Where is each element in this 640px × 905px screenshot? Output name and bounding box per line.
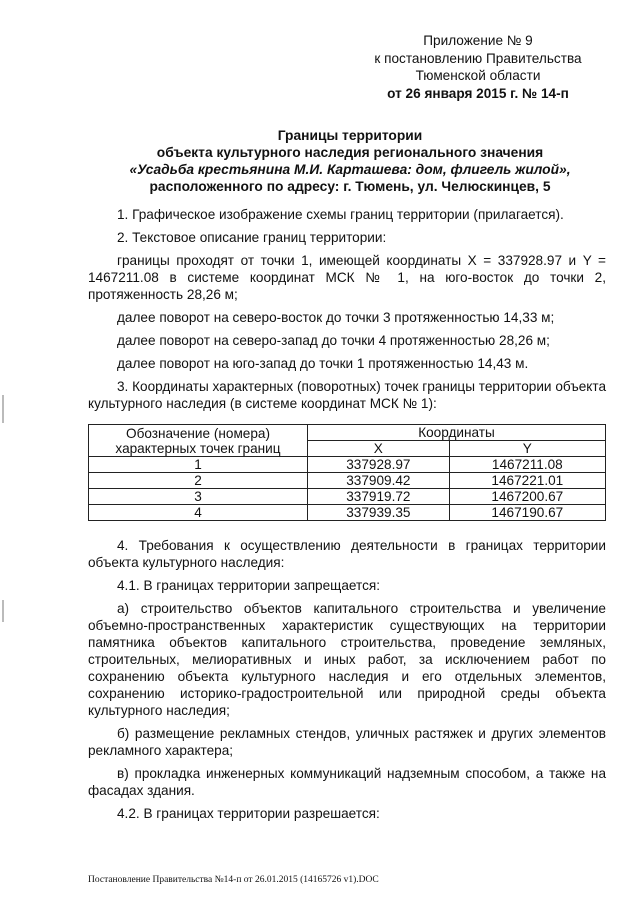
- approval-line: Тюменской области: [415, 68, 541, 83]
- paragraph: б) размещение рекламных стендов, уличных растяжек и других элементов рекламного характера;: [88, 726, 606, 758]
- title-line: расположенного по адресу: г. Тюмень, ул. Челюскинцев, 5: [149, 179, 551, 194]
- cell-point: 1: [89, 457, 308, 473]
- paragraph: 1. Графическое изображение схемы границ территории (прилагается).: [117, 207, 564, 222]
- paragraph: а) строительство объектов капитального строительства и увеличение объемно-пространственных характеристик существующих на территории памятника объектов капитального строительства, проведение земляных, строительных, мелиоративных и иных работ, за исключением работ по сохранению объекта культурного наследия и его отдельных элементов, сохранению историко-градостроительной или природной среды объекта культурного наследия;: [88, 601, 606, 718]
- table-row: [89, 505, 606, 521]
- coordinates-table: [88, 424, 606, 521]
- cell-point: 3: [89, 489, 308, 505]
- cell-y: 1467190.67: [449, 505, 605, 521]
- table-header-y: Y: [449, 441, 605, 457]
- paragraph: 4.2. В границах территории разрешается:: [117, 806, 380, 821]
- cell-point: 2: [89, 473, 308, 489]
- table-header-point: Обозначение (номера) характерных точек границ: [89, 425, 308, 457]
- table-row: [89, 489, 606, 505]
- title-line: Границы территории: [277, 128, 423, 143]
- document-title: [100, 127, 600, 195]
- approval-stamp: [360, 32, 596, 102]
- approval-date: от 26 января 2015 г. № 14-п: [387, 85, 569, 101]
- cell-y: 1467221.01: [449, 473, 605, 489]
- cell-x: 337919.72: [308, 489, 450, 505]
- document-body: [88, 206, 606, 822]
- paragraph: далее поворот на юго-запад до точки 1 протяженностью 14,43 м.: [117, 356, 529, 371]
- title-line: объекта культурного наследия регионального значения: [156, 145, 544, 160]
- approval-line: к постановлению Правительства: [374, 50, 582, 66]
- table-row: [89, 473, 606, 489]
- cell-point: 4: [89, 505, 308, 521]
- document-footer: Постановление Правительства №14-п от 26.01.2015 (14165726 v1).DOC: [88, 875, 379, 885]
- table-header-x: X: [308, 441, 450, 457]
- table-row: [89, 457, 606, 473]
- paragraph: 4.1. В границах территории запрещается:: [117, 578, 381, 593]
- paragraph: границы проходят от точки 1, имеющей координаты X = 337928.97 и Y = 1467211.08 в системе координат МСК № 1, на юго-восток до точки 2, протяженность 28,26 м;: [88, 253, 606, 302]
- paragraph: 3. Координаты характерных (поворотных) точек границы территории объекта культурного наследия (в системе координат МСК № 1):: [88, 379, 606, 411]
- paragraph: в) прокладка инженерных коммуникаций надземным способом, а также на фасадах здания.: [88, 766, 606, 798]
- approval-line: Приложение № 9: [423, 33, 533, 48]
- cell-x: 337909.42: [308, 473, 450, 489]
- cell-x: 337939.35: [308, 505, 450, 521]
- scan-margin-mark: [2, 600, 4, 622]
- cell-y: 1467200.67: [449, 489, 605, 505]
- paragraph: далее поворот на северо-запад до точки 4 протяженностью 28,26 м;: [117, 333, 550, 348]
- table-header-coords: Координаты: [308, 425, 606, 441]
- cell-x: 337928.97: [308, 457, 450, 473]
- paragraph: 2. Текстовое описание границ территории:: [117, 230, 387, 245]
- title-line: «Усадьба крестьянина М.И. Карташева: дом, флигель жилой»,: [129, 162, 571, 177]
- scan-margin-mark: [2, 395, 4, 423]
- paragraph: 4. Требования к осуществлению деятельности в границах территории объекта культурного наследия:: [88, 538, 606, 570]
- paragraph: далее поворот на северо-восток до точки 3 протяженностью 14,33 м;: [117, 310, 555, 325]
- cell-y: 1467211.08: [449, 457, 605, 473]
